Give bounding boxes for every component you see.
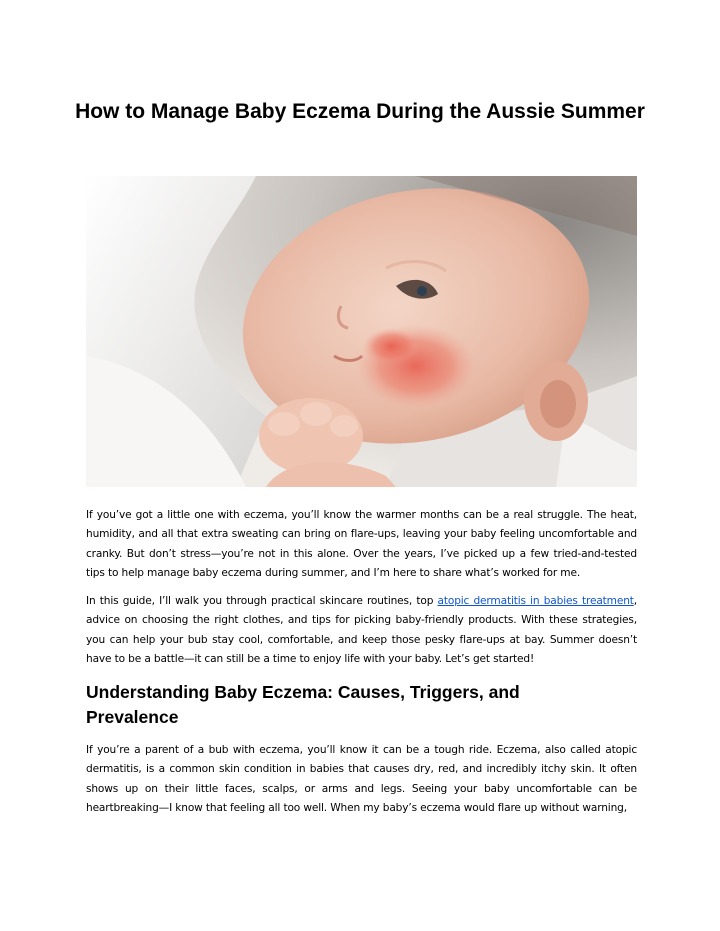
article-title: How to Manage Baby Eczema During the Aussie Summer xyxy=(75,100,645,123)
section-heading: Understanding Baby Eczema: Causes, Triggers, and Prevalence xyxy=(86,682,520,727)
guide-paragraph xyxy=(86,592,637,669)
guide-text-after-link: , advice on choosing the right clothes, and tips for picking baby-friendly products. With these strategies, you can help your bub stay cool, comfortable, and keep those pesky flare-ups at bay. Summer doesn’t have to be a battle—it can still be a time to enjoy life with your baby. Let’s get started! xyxy=(86,595,637,665)
hero-image xyxy=(86,176,637,487)
section-paragraph: If you’re a parent of a bub with eczema, you’ll know it can be a tough ride. Eczema, also called atopic dermatitis, is a common skin condition in babies that causes dry, red, and incredibly itchy skin. It often shows up on their little faces, scalps, or arms and legs. Seeing your baby uncomfortable can be heartbreaking—I know that feeling all too well. When my baby’s eczema would flare up without warning, xyxy=(86,744,637,814)
atopic-dermatitis-treatment-link[interactable]: atopic dermatitis in babies treatment xyxy=(437,595,634,607)
baby-eczema-photo-icon xyxy=(86,176,637,487)
intro-paragraph: If you’ve got a little one with eczema, you’ll know the warmer months can be a real struggle. The heat, humidity, and all that extra sweating can bring on flare-ups, leaving your baby feeling uncomfortable and cranky. But don’t stress—you’re not in this alone. Over the years, I’ve picked up a few tried-and-tested tips to help manage baby eczema during summer, and I’m here to share what’s worked for me. xyxy=(86,509,637,579)
guide-text-before-link: In this guide, I’ll walk you through practical skincare routines, top xyxy=(86,595,438,607)
